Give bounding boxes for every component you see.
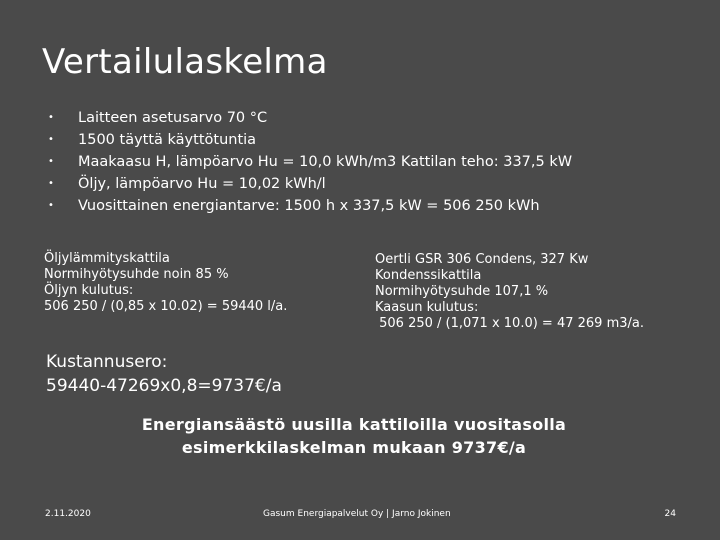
oil-boiler-line: Öljyn kulutus: [44,283,134,298]
page-number: 24 [664,509,676,519]
bullet-dot: • [48,156,54,167]
bullet-item [48,151,572,173]
bullet-item [48,129,572,151]
savings-line: esimerkkilaskelman mukaan 9737€/a [181,438,527,457]
bullet-list [48,107,572,217]
gas-boiler-line: 506 250 / (1,071 x 10.0) = 47 269 m3/a. [375,316,644,331]
bullet-text: Laitteen asetusarvo 70 °C [78,110,268,126]
gas-boiler-line: Normihyötysuhde 107,1 % [375,284,549,299]
footer-date: 2.11.2020 [45,509,91,519]
oil-boiler-line: 506 250 / (0,85 x 10.02) = 59440 l/a. [44,299,288,314]
bullet-item [48,173,572,195]
bullet-dot: • [48,112,54,123]
gas-boiler-line: Kaasun kulutus: [375,300,479,315]
gas-boiler-line: Oertli GSR 306 Condens, 327 Kw [375,252,589,267]
cost-difference [46,350,282,398]
bullet-item [48,107,572,129]
oil-boiler-column [44,251,287,315]
gas-boiler-line: Kondenssikattila [375,268,482,283]
bullet-text: Vuosittainen energiantarve: 1500 h x 337,5 kW = 506 250 kWh [78,198,540,214]
bullet-dot: • [48,200,54,211]
bullet-text: Öljy, lämpöarvo Hu = 10,02 kWh/l [78,176,326,192]
slide-title: Vertailulaskelma [42,42,328,82]
bullet-dot: • [48,178,54,189]
oil-boiler-line: Normihyötysuhde noin 85 % [44,267,229,282]
cost-difference-formula: 59440-47269x0,8=9737€/a [46,376,282,396]
footer-author: Gasum Energiapalvelut Oy | Jarno Jokinen [263,509,451,519]
cost-difference-label: Kustannusero: [46,352,168,372]
savings-summary [0,413,708,459]
bullet-item [48,195,572,217]
bullet-text: Maakaasu H, lämpöarvo Hu = 10,0 kWh/m3 Kattilan teho: 337,5 kW [78,154,573,170]
gas-boiler-column [375,252,644,332]
savings-line: Energiansäästö uusilla kattiloilla vuositasolla [141,415,567,434]
bullet-dot: • [48,134,54,145]
oil-boiler-line: Öljylämmityskattila [44,251,170,266]
bullet-text: 1500 täyttä käyttötuntia [78,132,257,148]
